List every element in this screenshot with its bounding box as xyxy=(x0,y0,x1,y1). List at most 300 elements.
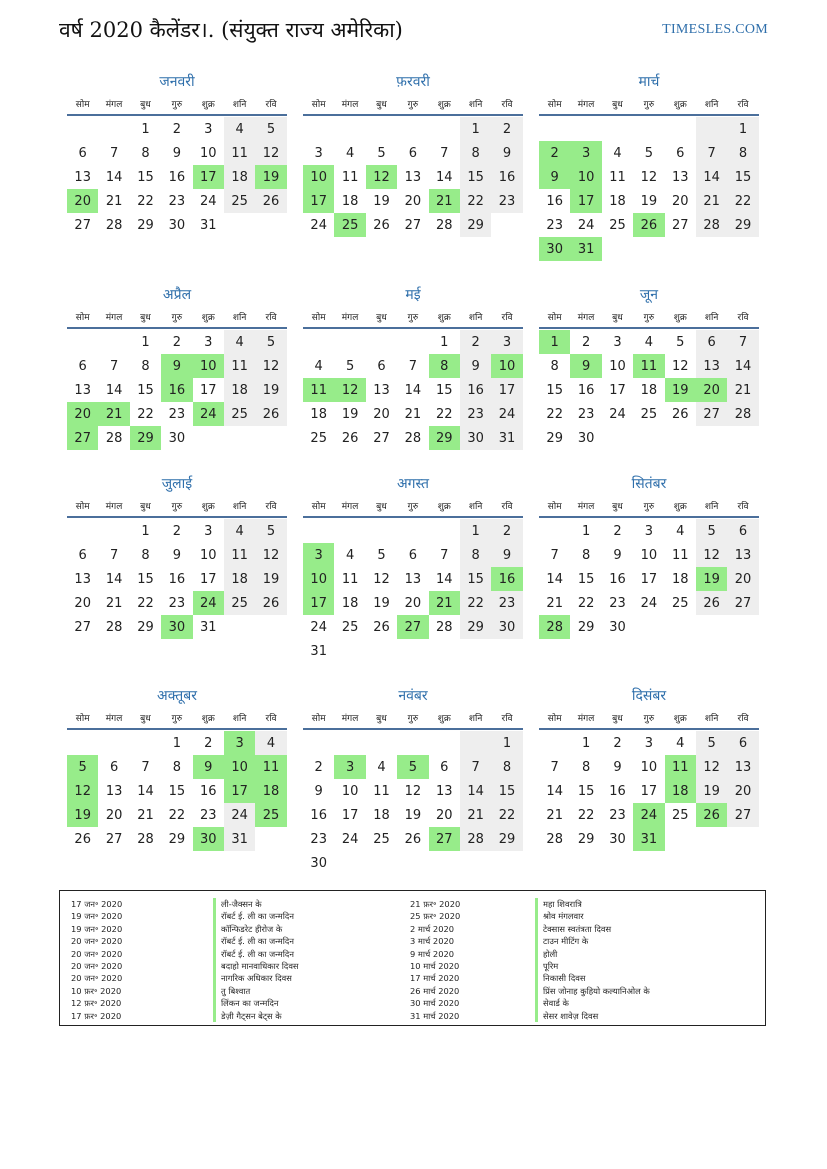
day-cell[interactable]: 23 xyxy=(310,831,327,847)
day-cell[interactable]: 27 xyxy=(404,217,422,233)
day-cell[interactable]: 21 xyxy=(105,193,123,209)
day-cell[interactable]: 21 xyxy=(696,189,727,213)
day-cell[interactable]: 21 xyxy=(727,378,758,402)
day-cell[interactable]: 15 xyxy=(435,382,453,398)
day-cell[interactable]: 2 xyxy=(613,523,622,539)
day-cell[interactable]: 30 xyxy=(609,831,626,847)
day-cell[interactable]: 14 xyxy=(105,571,123,587)
holiday-day-cell[interactable]: 19 xyxy=(255,165,286,189)
day-cell[interactable]: 30 xyxy=(310,855,327,871)
day-cell[interactable]: 12 xyxy=(373,571,390,587)
day-cell[interactable]: 29 xyxy=(460,213,491,237)
holiday-day-cell[interactable]: 1 xyxy=(539,330,570,354)
day-cell[interactable]: 6 xyxy=(377,358,386,374)
holiday-day-cell[interactable]: 10 xyxy=(491,354,522,378)
day-cell[interactable]: 14 xyxy=(546,783,563,799)
day-cell[interactable]: 7 xyxy=(109,547,119,563)
day-cell[interactable]: 28 xyxy=(105,430,123,446)
day-cell[interactable]: 3 xyxy=(204,523,213,539)
day-cell[interactable]: 24 xyxy=(310,619,327,635)
day-cell[interactable]: 12 xyxy=(640,169,658,185)
day-cell[interactable]: 13 xyxy=(74,571,91,587)
day-cell[interactable]: 20 xyxy=(373,406,390,422)
day-cell[interactable]: 27 xyxy=(74,217,91,233)
day-cell[interactable]: 16 xyxy=(577,382,595,398)
day-cell[interactable]: 30 xyxy=(168,217,186,233)
day-cell[interactable]: 10 xyxy=(199,145,217,161)
holiday-day-cell[interactable]: 20 xyxy=(696,378,727,402)
day-cell[interactable]: 4 xyxy=(314,358,323,374)
day-cell[interactable]: 18 xyxy=(671,571,689,587)
holiday-day-cell[interactable]: 27 xyxy=(429,827,460,851)
day-cell[interactable]: 2 xyxy=(491,117,522,141)
day-cell[interactable]: 5 xyxy=(377,547,386,563)
day-cell[interactable]: 22 xyxy=(460,591,491,615)
day-cell[interactable]: 4 xyxy=(345,145,355,161)
day-cell[interactable]: 23 xyxy=(609,807,626,823)
day-cell[interactable]: 25 xyxy=(640,406,658,422)
day-cell[interactable]: 26 xyxy=(404,831,422,847)
day-cell[interactable]: 13 xyxy=(373,382,390,398)
day-cell[interactable]: 4 xyxy=(255,731,286,755)
day-cell[interactable]: 6 xyxy=(676,145,685,161)
day-cell[interactable]: 8 xyxy=(581,547,591,563)
day-cell[interactable]: 26 xyxy=(341,430,359,446)
holiday-day-cell[interactable]: 16 xyxy=(161,378,192,402)
day-cell[interactable]: 14 xyxy=(727,354,758,378)
day-cell[interactable]: 3 xyxy=(204,121,213,137)
day-cell[interactable]: 22 xyxy=(137,406,154,422)
day-cell[interactable]: 16 xyxy=(168,169,186,185)
day-cell[interactable]: 29 xyxy=(137,217,154,233)
day-cell[interactable]: 11 xyxy=(224,354,255,378)
day-cell[interactable]: 24 xyxy=(640,595,658,611)
day-cell[interactable]: 18 xyxy=(310,406,327,422)
day-cell[interactable]: 16 xyxy=(460,378,491,402)
day-cell[interactable]: 20 xyxy=(404,595,422,611)
holiday-day-cell[interactable]: 29 xyxy=(130,426,161,450)
day-cell[interactable]: 5 xyxy=(255,117,286,141)
day-cell[interactable]: 4 xyxy=(224,117,255,141)
day-cell[interactable]: 25 xyxy=(671,807,689,823)
day-cell[interactable]: 5 xyxy=(644,145,653,161)
holiday-day-cell[interactable]: 21 xyxy=(429,591,460,615)
day-cell[interactable]: 25 xyxy=(310,430,327,446)
day-cell[interactable]: 1 xyxy=(141,523,150,539)
day-cell[interactable]: 17 xyxy=(491,378,522,402)
day-cell[interactable]: 7 xyxy=(550,759,559,775)
holiday-day-cell[interactable]: 3 xyxy=(303,543,334,567)
holiday-day-cell[interactable]: 24 xyxy=(193,402,224,426)
day-cell[interactable]: 21 xyxy=(105,595,123,611)
day-cell[interactable]: 20 xyxy=(671,193,689,209)
day-cell[interactable]: 4 xyxy=(644,334,653,350)
day-cell[interactable]: 28 xyxy=(435,217,453,233)
day-cell[interactable]: 28 xyxy=(727,402,758,426)
holiday-day-cell[interactable]: 28 xyxy=(539,615,570,639)
day-cell[interactable]: 5 xyxy=(377,145,386,161)
holiday-day-cell[interactable]: 12 xyxy=(67,779,98,803)
day-cell[interactable]: 30 xyxy=(168,430,186,446)
day-cell[interactable]: 20 xyxy=(74,595,91,611)
day-cell[interactable]: 6 xyxy=(78,145,87,161)
day-cell[interactable]: 27 xyxy=(727,591,758,615)
day-cell[interactable]: 3 xyxy=(644,523,653,539)
day-cell[interactable]: 28 xyxy=(105,619,123,635)
day-cell[interactable]: 12 xyxy=(696,755,727,779)
day-cell[interactable]: 2 xyxy=(581,334,591,350)
day-cell[interactable]: 10 xyxy=(640,547,658,563)
day-cell[interactable]: 1 xyxy=(440,334,449,350)
day-cell[interactable]: 29 xyxy=(137,619,154,635)
day-cell[interactable]: 13 xyxy=(404,571,422,587)
day-cell[interactable]: 15 xyxy=(168,783,186,799)
day-cell[interactable]: 22 xyxy=(577,595,595,611)
day-cell[interactable]: 2 xyxy=(314,759,323,775)
day-cell[interactable]: 9 xyxy=(491,543,522,567)
holiday-day-cell[interactable]: 25 xyxy=(334,213,365,237)
holiday-day-cell[interactable]: 12 xyxy=(366,165,397,189)
holiday-day-cell[interactable]: 16 xyxy=(491,567,522,591)
day-cell[interactable]: 27 xyxy=(671,217,689,233)
day-cell[interactable]: 15 xyxy=(137,169,154,185)
holiday-day-cell[interactable]: 30 xyxy=(539,237,570,261)
holiday-day-cell[interactable]: 10 xyxy=(224,755,255,779)
day-cell[interactable]: 29 xyxy=(491,827,522,851)
day-cell[interactable]: 27 xyxy=(105,831,123,847)
day-cell[interactable]: 12 xyxy=(404,783,422,799)
holiday-day-cell[interactable]: 31 xyxy=(570,237,601,261)
day-cell[interactable]: 6 xyxy=(78,358,87,374)
holiday-day-cell[interactable]: 17 xyxy=(570,189,601,213)
day-cell[interactable]: 23 xyxy=(491,189,522,213)
holiday-day-cell[interactable]: 3 xyxy=(570,141,601,165)
day-cell[interactable]: 7 xyxy=(109,145,119,161)
day-cell[interactable]: 29 xyxy=(546,430,563,446)
day-cell[interactable]: 8 xyxy=(581,759,591,775)
day-cell[interactable]: 8 xyxy=(141,145,150,161)
day-cell[interactable]: 17 xyxy=(640,783,658,799)
holiday-day-cell[interactable]: 17 xyxy=(303,591,334,615)
day-cell[interactable]: 9 xyxy=(460,354,491,378)
day-cell[interactable]: 11 xyxy=(341,169,359,185)
day-cell[interactable]: 6 xyxy=(408,145,417,161)
day-cell[interactable]: 2 xyxy=(613,735,622,751)
day-cell[interactable]: 19 xyxy=(373,193,390,209)
day-cell[interactable]: 27 xyxy=(727,803,758,827)
day-cell[interactable]: 8 xyxy=(727,141,758,165)
day-cell[interactable]: 14 xyxy=(696,165,727,189)
day-cell[interactable]: 28 xyxy=(404,430,422,446)
day-cell[interactable]: 29 xyxy=(727,213,758,237)
day-cell[interactable]: 6 xyxy=(109,759,119,775)
day-cell[interactable]: 6 xyxy=(440,759,449,775)
day-cell[interactable]: 23 xyxy=(199,807,217,823)
day-cell[interactable]: 7 xyxy=(550,547,559,563)
day-cell[interactable]: 16 xyxy=(609,783,626,799)
day-cell[interactable]: 22 xyxy=(546,406,563,422)
day-cell[interactable]: 3 xyxy=(644,735,653,751)
day-cell[interactable]: 5 xyxy=(676,334,685,350)
day-cell[interactable]: 14 xyxy=(435,571,453,587)
day-cell[interactable]: 26 xyxy=(255,591,286,615)
day-cell[interactable]: 28 xyxy=(435,619,453,635)
day-cell[interactable]: 27 xyxy=(696,402,727,426)
day-cell[interactable]: 20 xyxy=(105,807,123,823)
day-cell[interactable]: 18 xyxy=(640,382,658,398)
day-cell[interactable]: 6 xyxy=(727,519,758,543)
day-cell[interactable]: 7 xyxy=(109,358,119,374)
day-cell[interactable]: 19 xyxy=(640,193,658,209)
day-cell[interactable]: 6 xyxy=(727,731,758,755)
day-cell[interactable]: 14 xyxy=(546,571,563,587)
day-cell[interactable]: 10 xyxy=(341,783,359,799)
day-cell[interactable]: 22 xyxy=(435,406,453,422)
holiday-day-cell[interactable]: 9 xyxy=(161,354,192,378)
day-cell[interactable]: 23 xyxy=(168,406,186,422)
holiday-day-cell[interactable]: 19 xyxy=(67,803,98,827)
day-cell[interactable]: 2 xyxy=(204,735,213,751)
day-cell[interactable]: 26 xyxy=(373,217,390,233)
day-cell[interactable]: 16 xyxy=(491,165,522,189)
day-cell[interactable]: 12 xyxy=(255,141,286,165)
holiday-day-cell[interactable]: 20 xyxy=(67,189,98,213)
day-cell[interactable]: 1 xyxy=(141,121,150,137)
holiday-day-cell[interactable]: 24 xyxy=(633,803,664,827)
day-cell[interactable]: 2 xyxy=(491,519,522,543)
day-cell[interactable]: 28 xyxy=(105,217,123,233)
holiday-day-cell[interactable]: 21 xyxy=(429,189,460,213)
day-cell[interactable]: 15 xyxy=(577,783,595,799)
day-cell[interactable]: 19 xyxy=(255,378,286,402)
day-cell[interactable]: 17 xyxy=(609,382,626,398)
day-cell[interactable]: 26 xyxy=(671,406,689,422)
day-cell[interactable]: 4 xyxy=(676,735,685,751)
day-cell[interactable]: 11 xyxy=(373,783,390,799)
holiday-day-cell[interactable]: 18 xyxy=(665,779,696,803)
holiday-day-cell[interactable]: 9 xyxy=(539,165,570,189)
day-cell[interactable]: 24 xyxy=(341,831,359,847)
day-cell[interactable]: 21 xyxy=(546,807,563,823)
holiday-day-cell[interactable]: 10 xyxy=(303,567,334,591)
holiday-day-cell[interactable]: 3 xyxy=(334,755,365,779)
day-cell[interactable]: 18 xyxy=(341,193,359,209)
day-cell[interactable]: 24 xyxy=(310,217,327,233)
day-cell[interactable]: 22 xyxy=(460,189,491,213)
day-cell[interactable]: 4 xyxy=(613,145,622,161)
day-cell[interactable]: 23 xyxy=(577,406,595,422)
day-cell[interactable]: 19 xyxy=(255,567,286,591)
day-cell[interactable]: 28 xyxy=(460,827,491,851)
day-cell[interactable]: 31 xyxy=(310,643,327,659)
day-cell[interactable]: 5 xyxy=(696,731,727,755)
day-cell[interactable]: 31 xyxy=(224,827,255,851)
day-cell[interactable]: 14 xyxy=(460,779,491,803)
day-cell[interactable]: 7 xyxy=(141,759,150,775)
day-cell[interactable]: 21 xyxy=(460,803,491,827)
day-cell[interactable]: 30 xyxy=(491,615,522,639)
day-cell[interactable]: 10 xyxy=(609,358,626,374)
holiday-day-cell[interactable]: 2 xyxy=(539,141,570,165)
day-cell[interactable]: 18 xyxy=(373,807,390,823)
holiday-day-cell[interactable]: 26 xyxy=(696,803,727,827)
day-cell[interactable]: 16 xyxy=(310,807,327,823)
day-cell[interactable]: 8 xyxy=(460,141,491,165)
holiday-day-cell[interactable]: 11 xyxy=(633,354,664,378)
day-cell[interactable]: 9 xyxy=(172,547,181,563)
holiday-day-cell[interactable]: 29 xyxy=(429,426,460,450)
day-cell[interactable]: 17 xyxy=(640,571,658,587)
day-cell[interactable]: 16 xyxy=(546,193,563,209)
day-cell[interactable]: 3 xyxy=(613,334,622,350)
day-cell[interactable]: 21 xyxy=(546,595,563,611)
holiday-day-cell[interactable]: 5 xyxy=(397,755,428,779)
day-cell[interactable]: 22 xyxy=(577,807,595,823)
day-cell[interactable]: 4 xyxy=(345,547,355,563)
day-cell[interactable]: 27 xyxy=(74,619,91,635)
day-cell[interactable]: 7 xyxy=(408,358,417,374)
day-cell[interactable]: 18 xyxy=(224,378,255,402)
holiday-day-cell[interactable]: 17 xyxy=(303,189,334,213)
day-cell[interactable]: 3 xyxy=(314,145,323,161)
day-cell[interactable]: 1 xyxy=(581,735,591,751)
day-cell[interactable]: 7 xyxy=(460,755,491,779)
day-cell[interactable]: 9 xyxy=(172,145,181,161)
day-cell[interactable]: 15 xyxy=(491,779,522,803)
day-cell[interactable]: 26 xyxy=(255,189,286,213)
day-cell[interactable]: 23 xyxy=(168,595,186,611)
day-cell[interactable]: 12 xyxy=(255,543,286,567)
holiday-day-cell[interactable]: 21 xyxy=(98,402,129,426)
day-cell[interactable]: 1 xyxy=(581,523,591,539)
day-cell[interactable]: 22 xyxy=(137,595,154,611)
day-cell[interactable]: 3 xyxy=(491,330,522,354)
day-cell[interactable]: 1 xyxy=(460,117,491,141)
day-cell[interactable]: 11 xyxy=(671,547,689,563)
day-cell[interactable]: 6 xyxy=(408,547,417,563)
day-cell[interactable]: 2 xyxy=(172,121,181,137)
day-cell[interactable]: 13 xyxy=(105,783,123,799)
day-cell[interactable]: 6 xyxy=(696,330,727,354)
day-cell[interactable]: 7 xyxy=(727,330,758,354)
holiday-day-cell[interactable]: 19 xyxy=(696,567,727,591)
holiday-day-cell[interactable]: 25 xyxy=(255,803,286,827)
day-cell[interactable]: 15 xyxy=(137,571,154,587)
day-cell[interactable]: 13 xyxy=(74,169,91,185)
day-cell[interactable]: 30 xyxy=(577,430,595,446)
holiday-day-cell[interactable]: 11 xyxy=(665,755,696,779)
day-cell[interactable]: 20 xyxy=(727,567,758,591)
day-cell[interactable]: 19 xyxy=(373,595,390,611)
day-cell[interactable]: 18 xyxy=(224,567,255,591)
day-cell[interactable]: 1 xyxy=(172,735,181,751)
day-cell[interactable]: 14 xyxy=(105,382,123,398)
day-cell[interactable]: 13 xyxy=(727,543,758,567)
day-cell[interactable]: 16 xyxy=(168,571,186,587)
day-cell[interactable]: 5 xyxy=(255,519,286,543)
holiday-day-cell[interactable]: 31 xyxy=(633,827,664,851)
day-cell[interactable]: 19 xyxy=(404,807,422,823)
holiday-day-cell[interactable]: 9 xyxy=(570,354,601,378)
holiday-day-cell[interactable]: 26 xyxy=(633,213,664,237)
day-cell[interactable]: 7 xyxy=(696,141,727,165)
day-cell[interactable]: 4 xyxy=(676,523,685,539)
day-cell[interactable]: 1 xyxy=(141,334,150,350)
day-cell[interactable]: 20 xyxy=(435,807,453,823)
day-cell[interactable]: 25 xyxy=(609,217,626,233)
day-cell[interactable]: 5 xyxy=(345,358,355,374)
day-cell[interactable]: 17 xyxy=(199,382,217,398)
holiday-day-cell[interactable]: 8 xyxy=(429,354,460,378)
holiday-day-cell[interactable]: 10 xyxy=(303,165,334,189)
day-cell[interactable]: 13 xyxy=(404,169,422,185)
day-cell[interactable]: 31 xyxy=(199,217,217,233)
day-cell[interactable]: 4 xyxy=(377,759,386,775)
holiday-day-cell[interactable]: 9 xyxy=(193,755,224,779)
day-cell[interactable]: 11 xyxy=(224,543,255,567)
day-cell[interactable]: 5 xyxy=(255,330,286,354)
day-cell[interactable]: 8 xyxy=(550,358,559,374)
day-cell[interactable]: 14 xyxy=(137,783,154,799)
day-cell[interactable]: 22 xyxy=(491,803,522,827)
day-cell[interactable]: 15 xyxy=(460,165,491,189)
day-cell[interactable]: 23 xyxy=(546,217,563,233)
day-cell[interactable]: 15 xyxy=(577,571,595,587)
day-cell[interactable]: 21 xyxy=(137,807,154,823)
day-cell[interactable]: 24 xyxy=(491,402,522,426)
day-cell[interactable]: 16 xyxy=(609,571,626,587)
day-cell[interactable]: 15 xyxy=(460,567,491,591)
holiday-day-cell[interactable]: 19 xyxy=(665,378,696,402)
holiday-day-cell[interactable]: 11 xyxy=(303,378,334,402)
day-cell[interactable]: 7 xyxy=(440,145,449,161)
holiday-day-cell[interactable]: 5 xyxy=(67,755,98,779)
day-cell[interactable]: 17 xyxy=(341,807,359,823)
day-cell[interactable]: 9 xyxy=(314,783,323,799)
day-cell[interactable]: 10 xyxy=(199,547,217,563)
day-cell[interactable]: 28 xyxy=(696,213,727,237)
day-cell[interactable]: 30 xyxy=(460,426,491,450)
holiday-day-cell[interactable]: 12 xyxy=(334,378,365,402)
day-cell[interactable]: 12 xyxy=(671,358,689,374)
day-cell[interactable]: 29 xyxy=(460,615,491,639)
day-cell[interactable]: 4 xyxy=(224,519,255,543)
day-cell[interactable]: 11 xyxy=(341,571,359,587)
holiday-day-cell[interactable]: 11 xyxy=(255,755,286,779)
holiday-day-cell[interactable]: 17 xyxy=(193,165,224,189)
day-cell[interactable]: 13 xyxy=(435,783,453,799)
day-cell[interactable]: 14 xyxy=(435,169,453,185)
day-cell[interactable]: 22 xyxy=(727,189,758,213)
day-cell[interactable]: 22 xyxy=(168,807,186,823)
day-cell[interactable]: 20 xyxy=(404,193,422,209)
day-cell[interactable]: 11 xyxy=(224,141,255,165)
day-cell[interactable]: 23 xyxy=(460,402,491,426)
day-cell[interactable]: 26 xyxy=(373,619,390,635)
day-cell[interactable]: 9 xyxy=(491,141,522,165)
day-cell[interactable]: 13 xyxy=(74,382,91,398)
day-cell[interactable]: 13 xyxy=(727,755,758,779)
day-cell[interactable]: 24 xyxy=(199,193,217,209)
holiday-day-cell[interactable]: 10 xyxy=(570,165,601,189)
day-cell[interactable]: 13 xyxy=(671,169,689,185)
day-cell[interactable]: 25 xyxy=(373,831,390,847)
holiday-day-cell[interactable]: 30 xyxy=(193,827,224,851)
day-cell[interactable]: 2 xyxy=(172,334,181,350)
day-cell[interactable]: 19 xyxy=(696,779,727,803)
holiday-day-cell[interactable]: 17 xyxy=(224,779,255,803)
day-cell[interactable]: 6 xyxy=(78,547,87,563)
